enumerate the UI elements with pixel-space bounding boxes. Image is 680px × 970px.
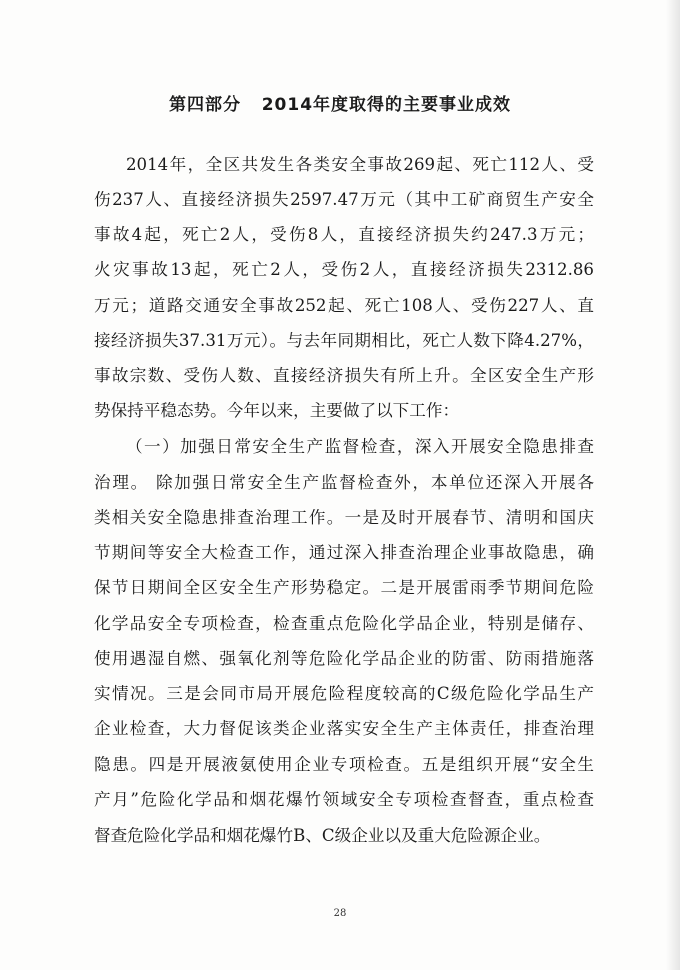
paragraph-2-line-11: 产月”危险化学品和烟花爆竹领域安全专项检查督查，重点检查 [94,790,594,809]
paragraph-1-line-4: 火灾事故13起，死亡2人，受伤2人，直接经济损失2312.86 [94,260,594,279]
paragraph-2-line-3: 类相关安全隐患排查治理工作。一是及时开展春节、清明和国庆 [94,508,594,527]
page-number: 28 [333,908,347,919]
section-title: 第四部分 2014年度取得的主要事业成效 [168,95,512,115]
paragraph-1-line-6: 接经济损失37.31万元）。与去年同期相比，死亡人数下降4.27%， [94,331,594,350]
paragraph-2-line-4: 节期间等安全大检查工作，通过深入排查治理企业事故隐患，确 [94,543,594,562]
paragraph-1-line-2: 伤237人、直接经济损失2597.47万元（其中工矿商贸生产安全 [94,190,594,209]
paragraph-1-line-3: 事故4起，死亡2人，受伤8人，直接经济损失约247.3万元； [94,225,594,244]
paragraph-1-line-1: 2014年，全区共发生各类安全事故269起、死亡112人、受 [126,155,594,174]
paragraph-2-line-12: 督查危险化学品和烟花爆竹B、C级企业以及重大危险源企业。 [94,826,551,845]
paragraph-2-line-5: 保节日期间全区安全生产形势稳定。二是开展雷雨季节期间危险 [94,578,594,597]
paragraph-2-line-8: 实情况。三是会同市局开展危险程度较高的C级危险化学品生产 [94,684,594,703]
paragraph-2-line-7: 使用遇湿自燃、强氧化剂等危险化学品企业的防雷、防雨措施落 [94,649,594,668]
paragraph-1-line-7: 事故宗数、受伤人数、直接经济损失有所上升。全区安全生产形 [94,366,594,385]
paragraph-1-line-5: 万元；道路交通安全事故252起、死亡108人、受伤227人、直 [94,296,594,315]
paragraph-2-line-2: 治理。 除加强日常安全生产监督检查外，本单位还深入开展各 [94,473,594,492]
paragraph-2-line-1: （一）加强日常安全生产监督检查，深入开展安全隐患排查 [126,437,594,456]
page-edge-shadow [666,0,680,970]
paragraph-1-line-8: 势保持平稳态势。今年以来，主要做了以下工作： [94,401,460,420]
paragraph-2-line-6: 化学品安全专项检查，检查重点危险化学品企业，特别是储存、 [94,614,594,633]
paragraph-2-line-10: 隐患。四是开展液氨使用企业专项检查。五是组织开展“安全生 [94,755,594,774]
paragraph-2-line-9: 企业检查，大力督促该类企业落实安全生产主体责任，排查治理 [94,719,594,738]
